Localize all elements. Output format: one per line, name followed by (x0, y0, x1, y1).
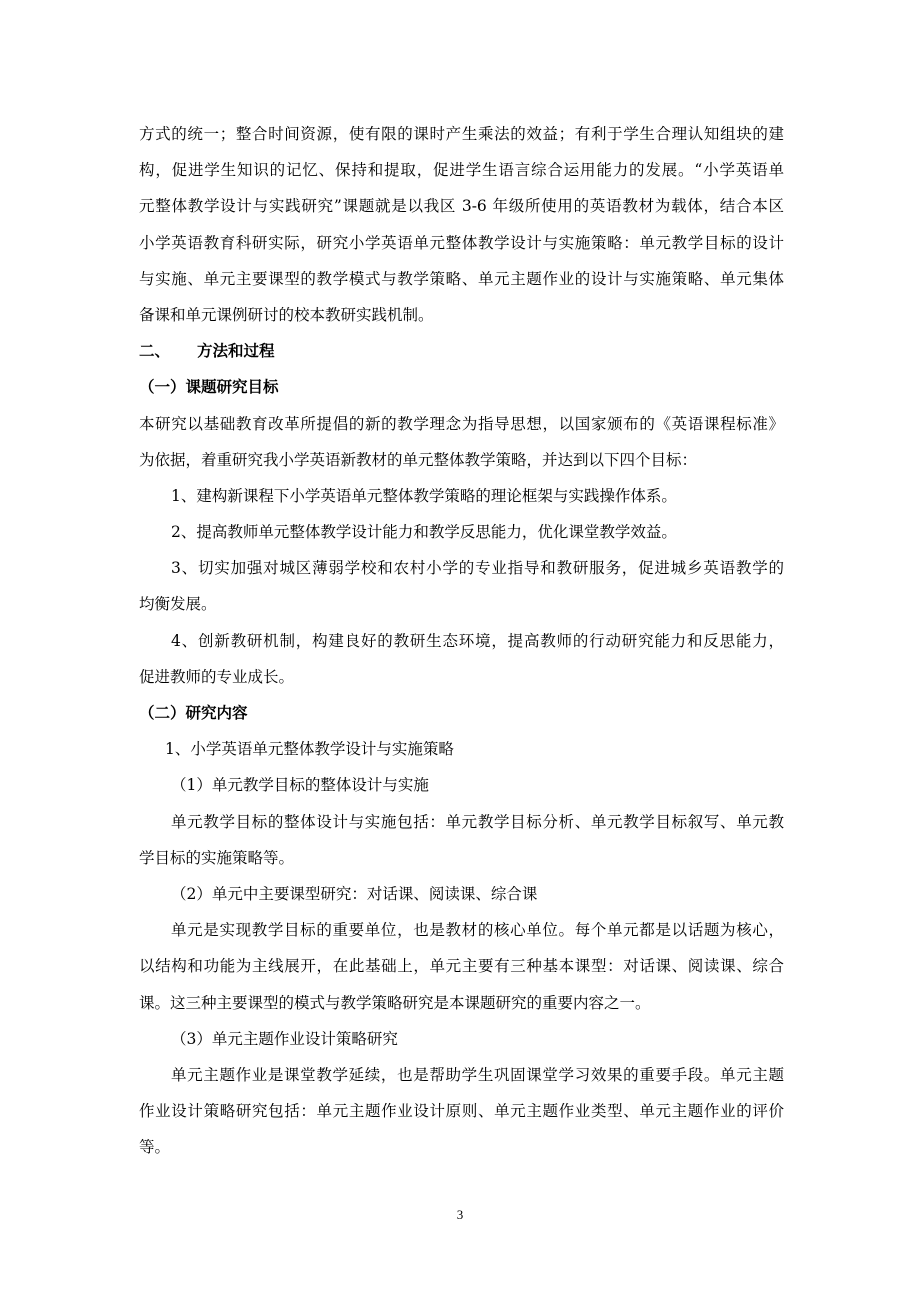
section-title: 方法和过程 (197, 341, 275, 361)
content-subheading: （2）单元中主要课型研究：对话课、阅读课、综合课 (171, 884, 538, 903)
subsection-heading-goals: （一）课题研究目标 (139, 377, 279, 397)
paragraph-line: 小学英语教育科研实际，研究小学英语单元整体教学设计与实施策略：单元教学目标的设计 (139, 233, 784, 252)
section-number: 二、 (139, 341, 171, 361)
goal-item-continuation: 促进教师的专业成长。 (139, 667, 295, 686)
paragraph-line: 单元教学目标的整体设计与实施包括：单元教学目标分析、单元教学目标叙写、单元教 (171, 812, 784, 831)
subsection-heading-content: （二）研究内容 (139, 703, 248, 722)
paragraph-line: 单元是实现教学目标的重要单位，也是教材的核心单位。每个单元都是以话题为核心， (171, 921, 784, 940)
paragraph-line: 等。 (139, 1138, 171, 1157)
goal-item: 2、提高教师单元整体教学设计能力和教学反思能力，优化课堂教学效益。 (171, 523, 677, 542)
paragraph-line: 以结构和功能为主线展开，在此基础上，单元主要有三种基本课型：对话课、阅读课、综合 (139, 957, 784, 976)
goal-item: 1、建构新课程下小学英语单元整体教学策略的理论框架与实践操作体系。 (171, 486, 677, 505)
paragraph-line: 单元主题作业是课堂教学延续，也是帮助学生巩固课堂学习效果的重要手段。单元主题 (171, 1065, 784, 1084)
paragraph-line: 本研究以基础教育改革所提倡的新的教学理念为指导思想，以国家颁布的《英语课程标准》 (139, 414, 784, 433)
paragraph-line: 元整体教学设计与实践研究”课题就是以我区 3-6 年级所使用的英语教材为载体，结合本区 (139, 197, 784, 216)
paragraph-line: 为依据，着重研究我小学英语新教材的单元整体教学策略，并达到以下四个目标： (139, 450, 698, 469)
goal-item-continuation: 均衡发展。 (139, 595, 217, 614)
content-subheading: （1）单元教学目标的整体设计与实施 (171, 776, 429, 795)
paragraph-line: 作业设计策略研究包括：单元主题作业设计原则、单元主题作业类型、单元主题作业的评价 (139, 1102, 784, 1121)
document-body (139, 116, 784, 1165)
paragraph-line: 构，促进学生知识的记忆、保持和提取，促进学生语言综合运用能力的发展。“小学英语单 (139, 161, 784, 180)
section-heading (139, 333, 784, 369)
paragraph-line: 学目标的实施策略等。 (139, 848, 295, 867)
content-item: 1、小学英语单元整体教学设计与实施策略 (165, 740, 454, 759)
paragraph-line: 方式的统一；整合时间资源，使有限的课时产生乘法的效益；有利于学生合理认知组块的建 (139, 125, 784, 143)
paragraph-line: 与实施、单元主要课型的教学模式与教学策略、单元主题作业的设计与实施策略、单元集体 (139, 269, 784, 288)
content-subheading: （3）单元主题作业设计策略研究 (171, 1029, 398, 1048)
goal-item: 3、切实加强对城区薄弱学校和农村小学的专业指导和教研服务，促进城乡英语教学的 (171, 559, 784, 578)
page-number: 3 (456, 1207, 464, 1222)
goal-item: 4、创新教研机制，构建良好的教研生态环境，提高教师的行动研究能力和反思能力， (171, 631, 784, 650)
paragraph-line: 课。这三种主要课型的模式与教学策略研究是本课题研究的重要内容之一。 (139, 993, 651, 1012)
paragraph-line: 备课和单元课例研讨的校本教研实践机制。 (139, 305, 434, 324)
